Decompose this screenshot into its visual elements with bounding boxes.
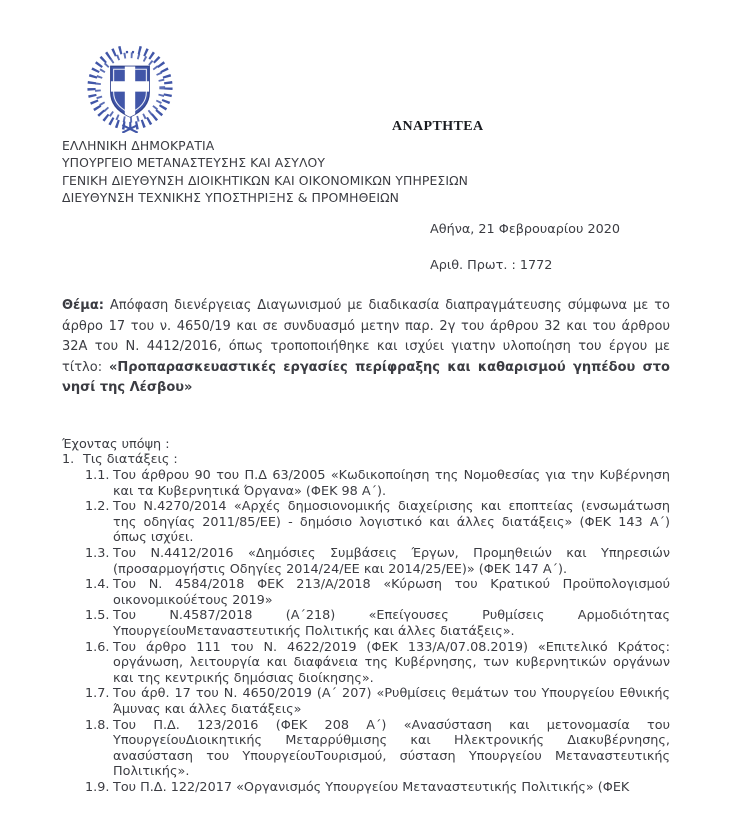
letterhead-line-directorate-general: ΓΕΝΙΚΗ ΔΙΕΥΘΥΝΣΗ ΔΙΟΙΚΗΤΙΚΩΝ ΚΑΙ ΟΙΚΟΝΟΜΙΚΩΝ ΥΠΗΡΕΣΙΩΝ [62,172,469,188]
protocol-number-line: Αριθ. Πρωτ. : 1772 [430,258,553,273]
list-item-number: 1. [62,452,75,467]
list-subitem [85,686,670,717]
subitem-text: Του άρθ. 17 του Ν. 4650/2019 (Α΄ 207) «Ρυθμίσεις θεμάτων του Υπουργείου Εθνικής Άμυνας και άλλες διατάξεις» [113,686,670,717]
subitem-number: 1.4. [85,577,110,593]
subitem-number: 1.3. [85,545,110,561]
letterhead-line-ministry: ΥΠΟΥΡΓΕΙΟ ΜΕΤΑΝΑΣΤΕΥΣΗΣ ΚΑΙ ΑΣΥΛΟΥ [62,155,326,171]
subject-project-title: «Προπαρασκευαστικές εργασίες περίφραξης και καθαρισμού γηπέδου στο νησί της Λέσβου» [62,359,670,396]
list-item-1 [62,452,178,467]
subitem-text: Του άρθρου 90 του Π.Δ 63/2005 «Κωδικοποίηση της Νομοθεσίας για την Κυβέρνηση και τα Κυβερνητικά Όργανα» (ΦΕΚ 98 Α΄). [113,468,670,499]
subitem-number: 1.5. [85,608,110,624]
list-subitem [85,608,670,639]
subitem-text: Του Ν.4270/2014 «Αρχές δημοσιονομικής διαχείρισης και εποπτείας (ενσωμάτωση της οδηγίας 2011/85/ΕΕ) - δημόσιο λογιστικό και άλλες διατάξεις» (ΦΕΚ 143 Α΄) όπως ισχύει. [113,499,670,546]
list-subitem [85,718,670,780]
subitem-text: Του Ν. 4584/2018 ΦΕΚ 213/Α/2018 «Κύρωση του Κρατικού Προϋπολογισμού οικονομικούέτους 2019» [113,577,670,608]
subitem-text: Του Ν.4587/2018 (Α΄218) «Επείγουσες Ρυθμίσεις Αρμοδιότητας ΥπουργείουΜεταναστευτικής Πολιτικής και άλλες διατάξεις». [113,608,670,639]
subitem-number: 1.1. [85,468,110,483]
subitem-text: Του Π.Δ. 123/2016 (ΦΕΚ 208 Α΄) «Ανασύσταση και μετονομασία του ΥπουργείουΔιοικητικής Μεταρρύθμισης και Ηλεκτρονικής Διακυβέρνησης, ανασύσταση του ΥπουργείουΤουρισμού, σύσταση Υπουργείου Μεταναστευτικής Πολιτικής». [113,717,670,780]
letterhead-line-directorate: ΔΙΕΥΘΥΝΣΗ ΤΕΧΝΙΚΗΣ ΥΠΟΣΤΗΡΙΞΗΣ & ΠΡΟΜΗΘΕΙΩΝ [62,190,400,206]
list-subitem [85,499,670,546]
subitem-text: Του Ν.4412/2016 «Δημόσιες Συμβάσεις Έργων, Προμηθειών και Υπηρεσιών (προσαρμογήστις Οδηγίες 2014/24/ΕΕ και 2014/25/ΕΕ)» (ΦΕΚ 147 Α΄). [113,545,670,577]
subitem-number: 1.8. [85,717,110,733]
posting-label: ΑΝΑΡΤΗΤΕΑ [392,119,484,134]
list-subitem [85,468,670,499]
subject-paragraph [62,296,670,399]
list-item-text: Τις διατάξεις : [83,452,178,467]
subject-label: Θέμα: [62,298,104,313]
list-subitem [85,546,670,577]
letterhead-line-republic: ΕΛΛΗΝΙΚΗ ΔΗΜΟΚΡΑΤΙΑ [62,138,215,153]
citation-list [85,468,670,795]
city-date-line: Αθήνα, 21 Φεβρουαρίου 2020 [430,222,621,237]
greek-coat-of-arms-icon [79,42,181,133]
subitem-number: 1.7. [85,686,110,702]
subitem-text: Του άρθρο 111 του Ν. 4622/2019 (ΦΕΚ 133/Α/07.08.2019) «Επιτελικό Κράτος: οργάνωση, λειτουργία και διαφάνεια της Κυβέρνησης, των κυβερνητικών οργάνων και της κεντρικής δημόσιας διοίκησης». [113,639,670,686]
subitem-number: 1.2. [85,499,110,515]
list-subitem [85,577,670,608]
list-subitem [85,780,670,796]
list-subitem [85,640,670,687]
letterhead [62,137,468,207]
preamble-text: Έχοντας υπόψη : [62,437,170,452]
subject-body: Απόφαση διενέργειας Διαγωνισμού με διαδικασία διαπραγμάτευσης σύμφωνα με το άρθρο 17 του ν. 4650/19 και σε συνδυασμό μετην παρ. 2γ του άρθρου 32 και του άρθρου 32Α του Ν. 4412/2016, όπως τροποποιήθηκε και ισχύει γιατην υλοποίηση του έργου με τίτλο: [62,298,670,375]
subitem-number: 1.6. [85,639,110,655]
subitem-number: 1.9. [85,779,110,795]
subitem-text: Του Π.Δ. 122/2017 «Οργανισμός Υπουργείου Μεταναστευτικής Πολιτικής» (ΦΕΚ [113,779,630,795]
